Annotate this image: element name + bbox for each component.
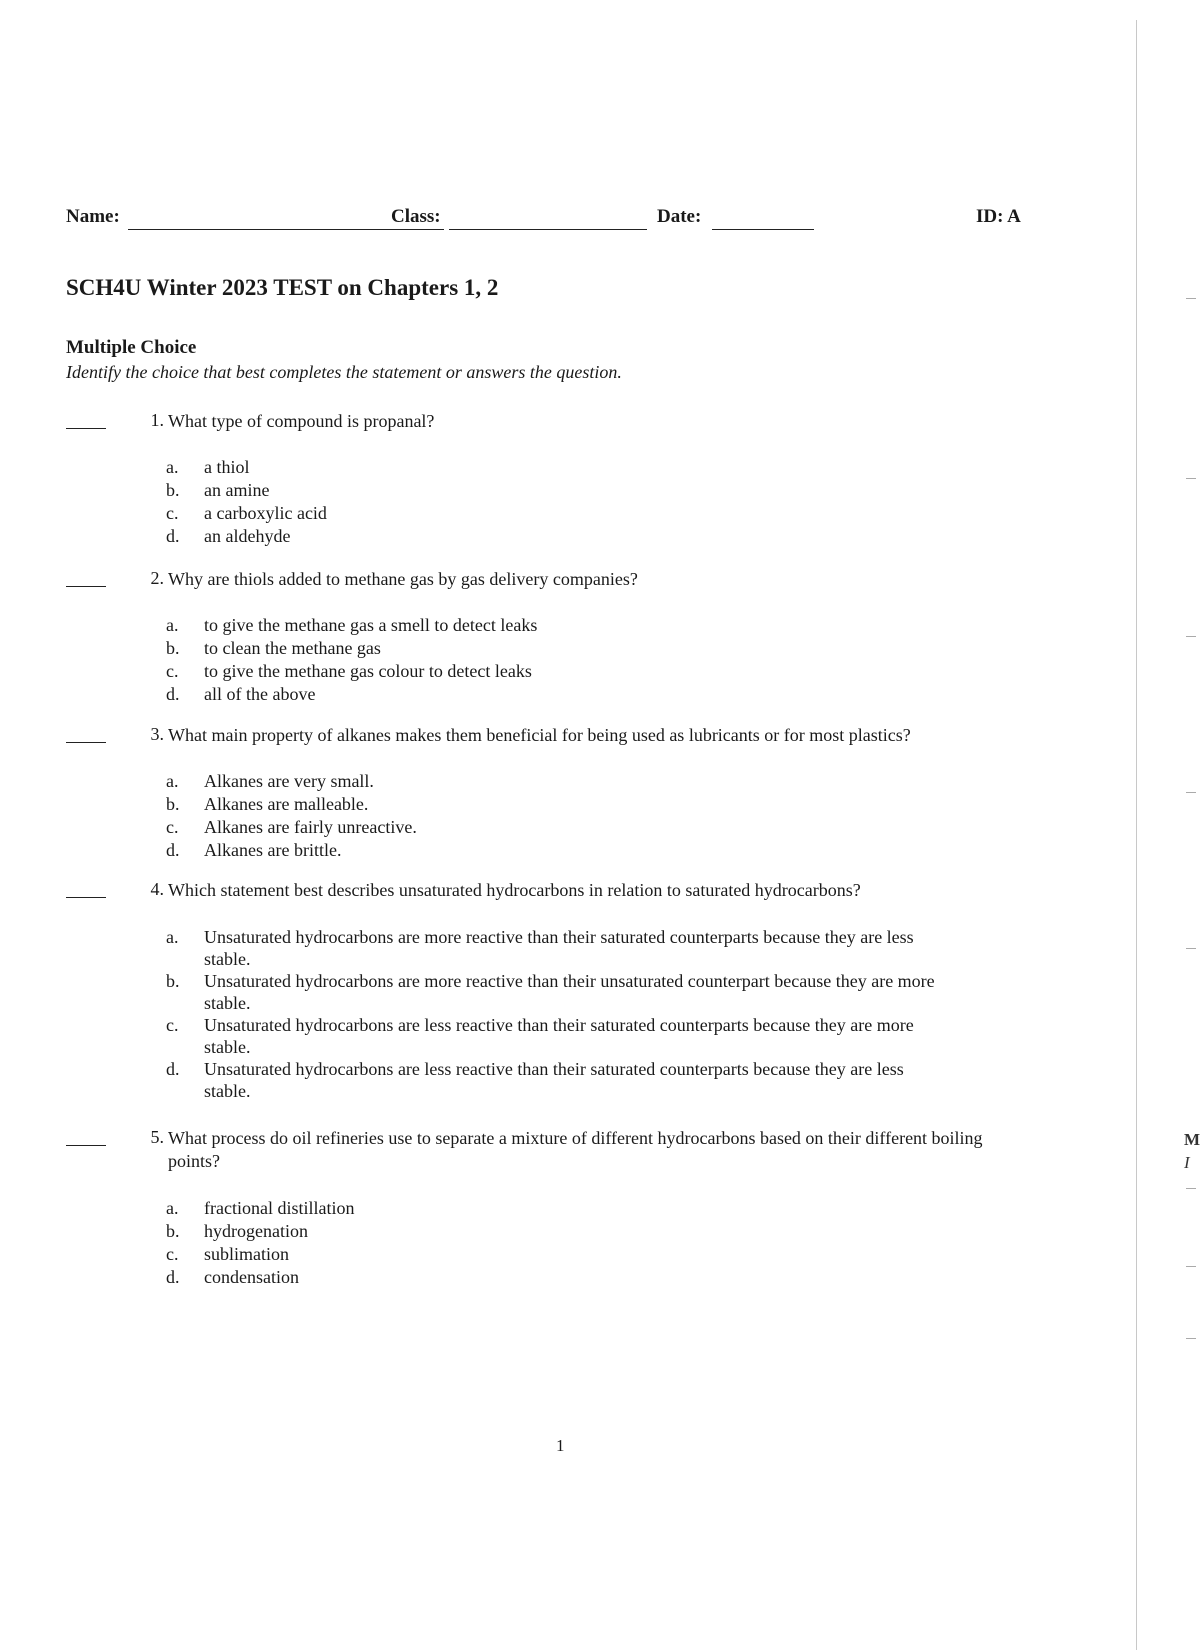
choice-letter: a. bbox=[166, 457, 179, 477]
answer-blank[interactable] bbox=[66, 427, 106, 429]
choice-c[interactable] bbox=[166, 502, 966, 525]
choice-d[interactable] bbox=[166, 1058, 966, 1102]
choice-a[interactable] bbox=[166, 614, 966, 637]
choice-c[interactable] bbox=[166, 660, 966, 683]
choice-text: Alkanes are very small. bbox=[204, 771, 374, 791]
choice-text: a carboxylic acid bbox=[204, 503, 327, 523]
choice-text: an amine bbox=[204, 480, 270, 500]
page-title: SCH4U Winter 2023 TEST on Chapters 1, 2 bbox=[66, 275, 499, 300]
choice-text: Unsaturated hydrocarbons are more reactive than their saturated counterparts because they are less stable. bbox=[204, 927, 914, 969]
next-page-answer-blank bbox=[1186, 948, 1196, 949]
page-edge-divider bbox=[1136, 20, 1137, 1650]
choice-letter: b. bbox=[166, 971, 180, 991]
choice-text: Alkanes are brittle. bbox=[204, 840, 342, 860]
next-page-instructions-fragment: I bbox=[1184, 1153, 1190, 1172]
choice-letter: c. bbox=[166, 1244, 179, 1264]
choice-letter: a. bbox=[166, 615, 179, 635]
choice-b[interactable] bbox=[166, 793, 966, 816]
page-number: 1 bbox=[556, 1436, 565, 1455]
choice-letter: a. bbox=[166, 771, 179, 791]
question-text: What type of compound is propanal? bbox=[168, 411, 435, 431]
answer-blank[interactable] bbox=[66, 1144, 106, 1146]
choice-text: sublimation bbox=[204, 1244, 289, 1264]
next-page-answer-blank bbox=[1186, 1266, 1196, 1267]
choice-list bbox=[166, 614, 966, 706]
name-field-line[interactable] bbox=[128, 228, 444, 230]
choice-c[interactable] bbox=[166, 1243, 966, 1266]
choice-letter: c. bbox=[166, 661, 179, 681]
class-label: Class: bbox=[391, 206, 441, 227]
choice-letter: d. bbox=[166, 840, 180, 860]
choice-c[interactable] bbox=[166, 816, 966, 839]
section-title: Multiple Choice bbox=[66, 337, 197, 358]
choice-letter: d. bbox=[166, 684, 180, 704]
choice-letter: b. bbox=[166, 794, 180, 814]
choice-b[interactable] bbox=[166, 479, 966, 502]
next-page-answer-blank bbox=[1186, 1188, 1196, 1189]
choice-text: a thiol bbox=[204, 457, 250, 477]
answer-blank[interactable] bbox=[66, 585, 106, 587]
choice-list bbox=[166, 1197, 966, 1289]
next-page-section-fragment: M bbox=[1184, 1130, 1200, 1149]
choice-d[interactable] bbox=[166, 525, 966, 548]
class-field-line[interactable] bbox=[449, 228, 647, 230]
choice-text: fractional distillation bbox=[204, 1198, 355, 1218]
id-label: ID: A bbox=[976, 206, 1021, 227]
question-text: Which statement best describes unsaturated hydrocarbons in relation to saturated hydrocarbons? bbox=[168, 880, 861, 900]
question-text: Why are thiols added to methane gas by gas delivery companies? bbox=[168, 569, 638, 589]
choice-letter: d. bbox=[166, 526, 180, 546]
question-number: 2. bbox=[150, 568, 164, 588]
choice-list bbox=[166, 770, 966, 862]
name-label: Name: bbox=[66, 206, 120, 227]
choice-letter: a. bbox=[166, 1198, 179, 1218]
next-page-answer-blank bbox=[1186, 478, 1196, 479]
answer-blank[interactable] bbox=[66, 741, 106, 743]
choice-d[interactable] bbox=[166, 1266, 966, 1289]
question-text: What process do oil refineries use to separate a mixture of different hydrocarbons based on their different boiling points? bbox=[168, 1128, 983, 1171]
question-number: 4. bbox=[150, 879, 164, 899]
choice-text: Unsaturated hydrocarbons are more reactive than their unsaturated counterpart because they are more stable. bbox=[204, 971, 935, 1013]
section-instructions: Identify the choice that best completes the statement or answers the question. bbox=[66, 362, 622, 382]
choice-letter: d. bbox=[166, 1267, 180, 1287]
choice-b[interactable] bbox=[166, 970, 966, 1014]
choice-letter: c. bbox=[166, 817, 179, 837]
choice-text: to give the methane gas colour to detect leaks bbox=[204, 661, 532, 681]
question-number: 1. bbox=[150, 410, 164, 430]
choice-d[interactable] bbox=[166, 683, 966, 706]
question-text: What main property of alkanes makes them beneficial for being used as lubricants or for most plastics? bbox=[168, 725, 911, 745]
answer-blank[interactable] bbox=[66, 896, 106, 898]
choice-list bbox=[166, 926, 966, 1102]
next-page-answer-blank bbox=[1186, 1338, 1196, 1339]
date-label: Date: bbox=[657, 206, 702, 227]
date-field-line[interactable] bbox=[712, 228, 814, 230]
choice-b[interactable] bbox=[166, 1220, 966, 1243]
choice-letter: c. bbox=[166, 503, 179, 523]
question-number: 5. bbox=[150, 1127, 164, 1147]
choice-text: Alkanes are malleable. bbox=[204, 794, 369, 814]
next-page-answer-blank bbox=[1186, 636, 1196, 637]
choice-text: Alkanes are fairly unreactive. bbox=[204, 817, 417, 837]
choice-c[interactable] bbox=[166, 1014, 966, 1058]
choice-b[interactable] bbox=[166, 637, 966, 660]
question-number: 3. bbox=[150, 724, 164, 744]
choice-a[interactable] bbox=[166, 1197, 966, 1220]
next-page-answer-blank bbox=[1186, 792, 1196, 793]
choice-a[interactable] bbox=[166, 456, 966, 479]
choice-list bbox=[166, 456, 966, 548]
choice-a[interactable] bbox=[166, 770, 966, 793]
choice-text: to clean the methane gas bbox=[204, 638, 381, 658]
choice-letter: a. bbox=[166, 927, 179, 947]
choice-letter: b. bbox=[166, 480, 180, 500]
choice-letter: c. bbox=[166, 1015, 179, 1035]
choice-text: to give the methane gas a smell to detect leaks bbox=[204, 615, 538, 635]
choice-text: all of the above bbox=[204, 684, 316, 704]
choice-text: condensation bbox=[204, 1267, 299, 1287]
choice-text: Unsaturated hydrocarbons are less reactive than their saturated counterparts because they are more stable. bbox=[204, 1015, 914, 1057]
header-row bbox=[66, 206, 1036, 236]
choice-letter: b. bbox=[166, 638, 180, 658]
choice-letter: d. bbox=[166, 1059, 180, 1079]
next-page-answer-blank bbox=[1186, 298, 1196, 299]
choice-letter: b. bbox=[166, 1221, 180, 1241]
choice-text: an aldehyde bbox=[204, 526, 291, 546]
choice-d[interactable] bbox=[166, 839, 966, 862]
choice-a[interactable] bbox=[166, 926, 966, 970]
choice-text: Unsaturated hydrocarbons are less reactive than their saturated counterparts because they are less stable. bbox=[204, 1059, 904, 1101]
choice-text: hydrogenation bbox=[204, 1221, 308, 1241]
